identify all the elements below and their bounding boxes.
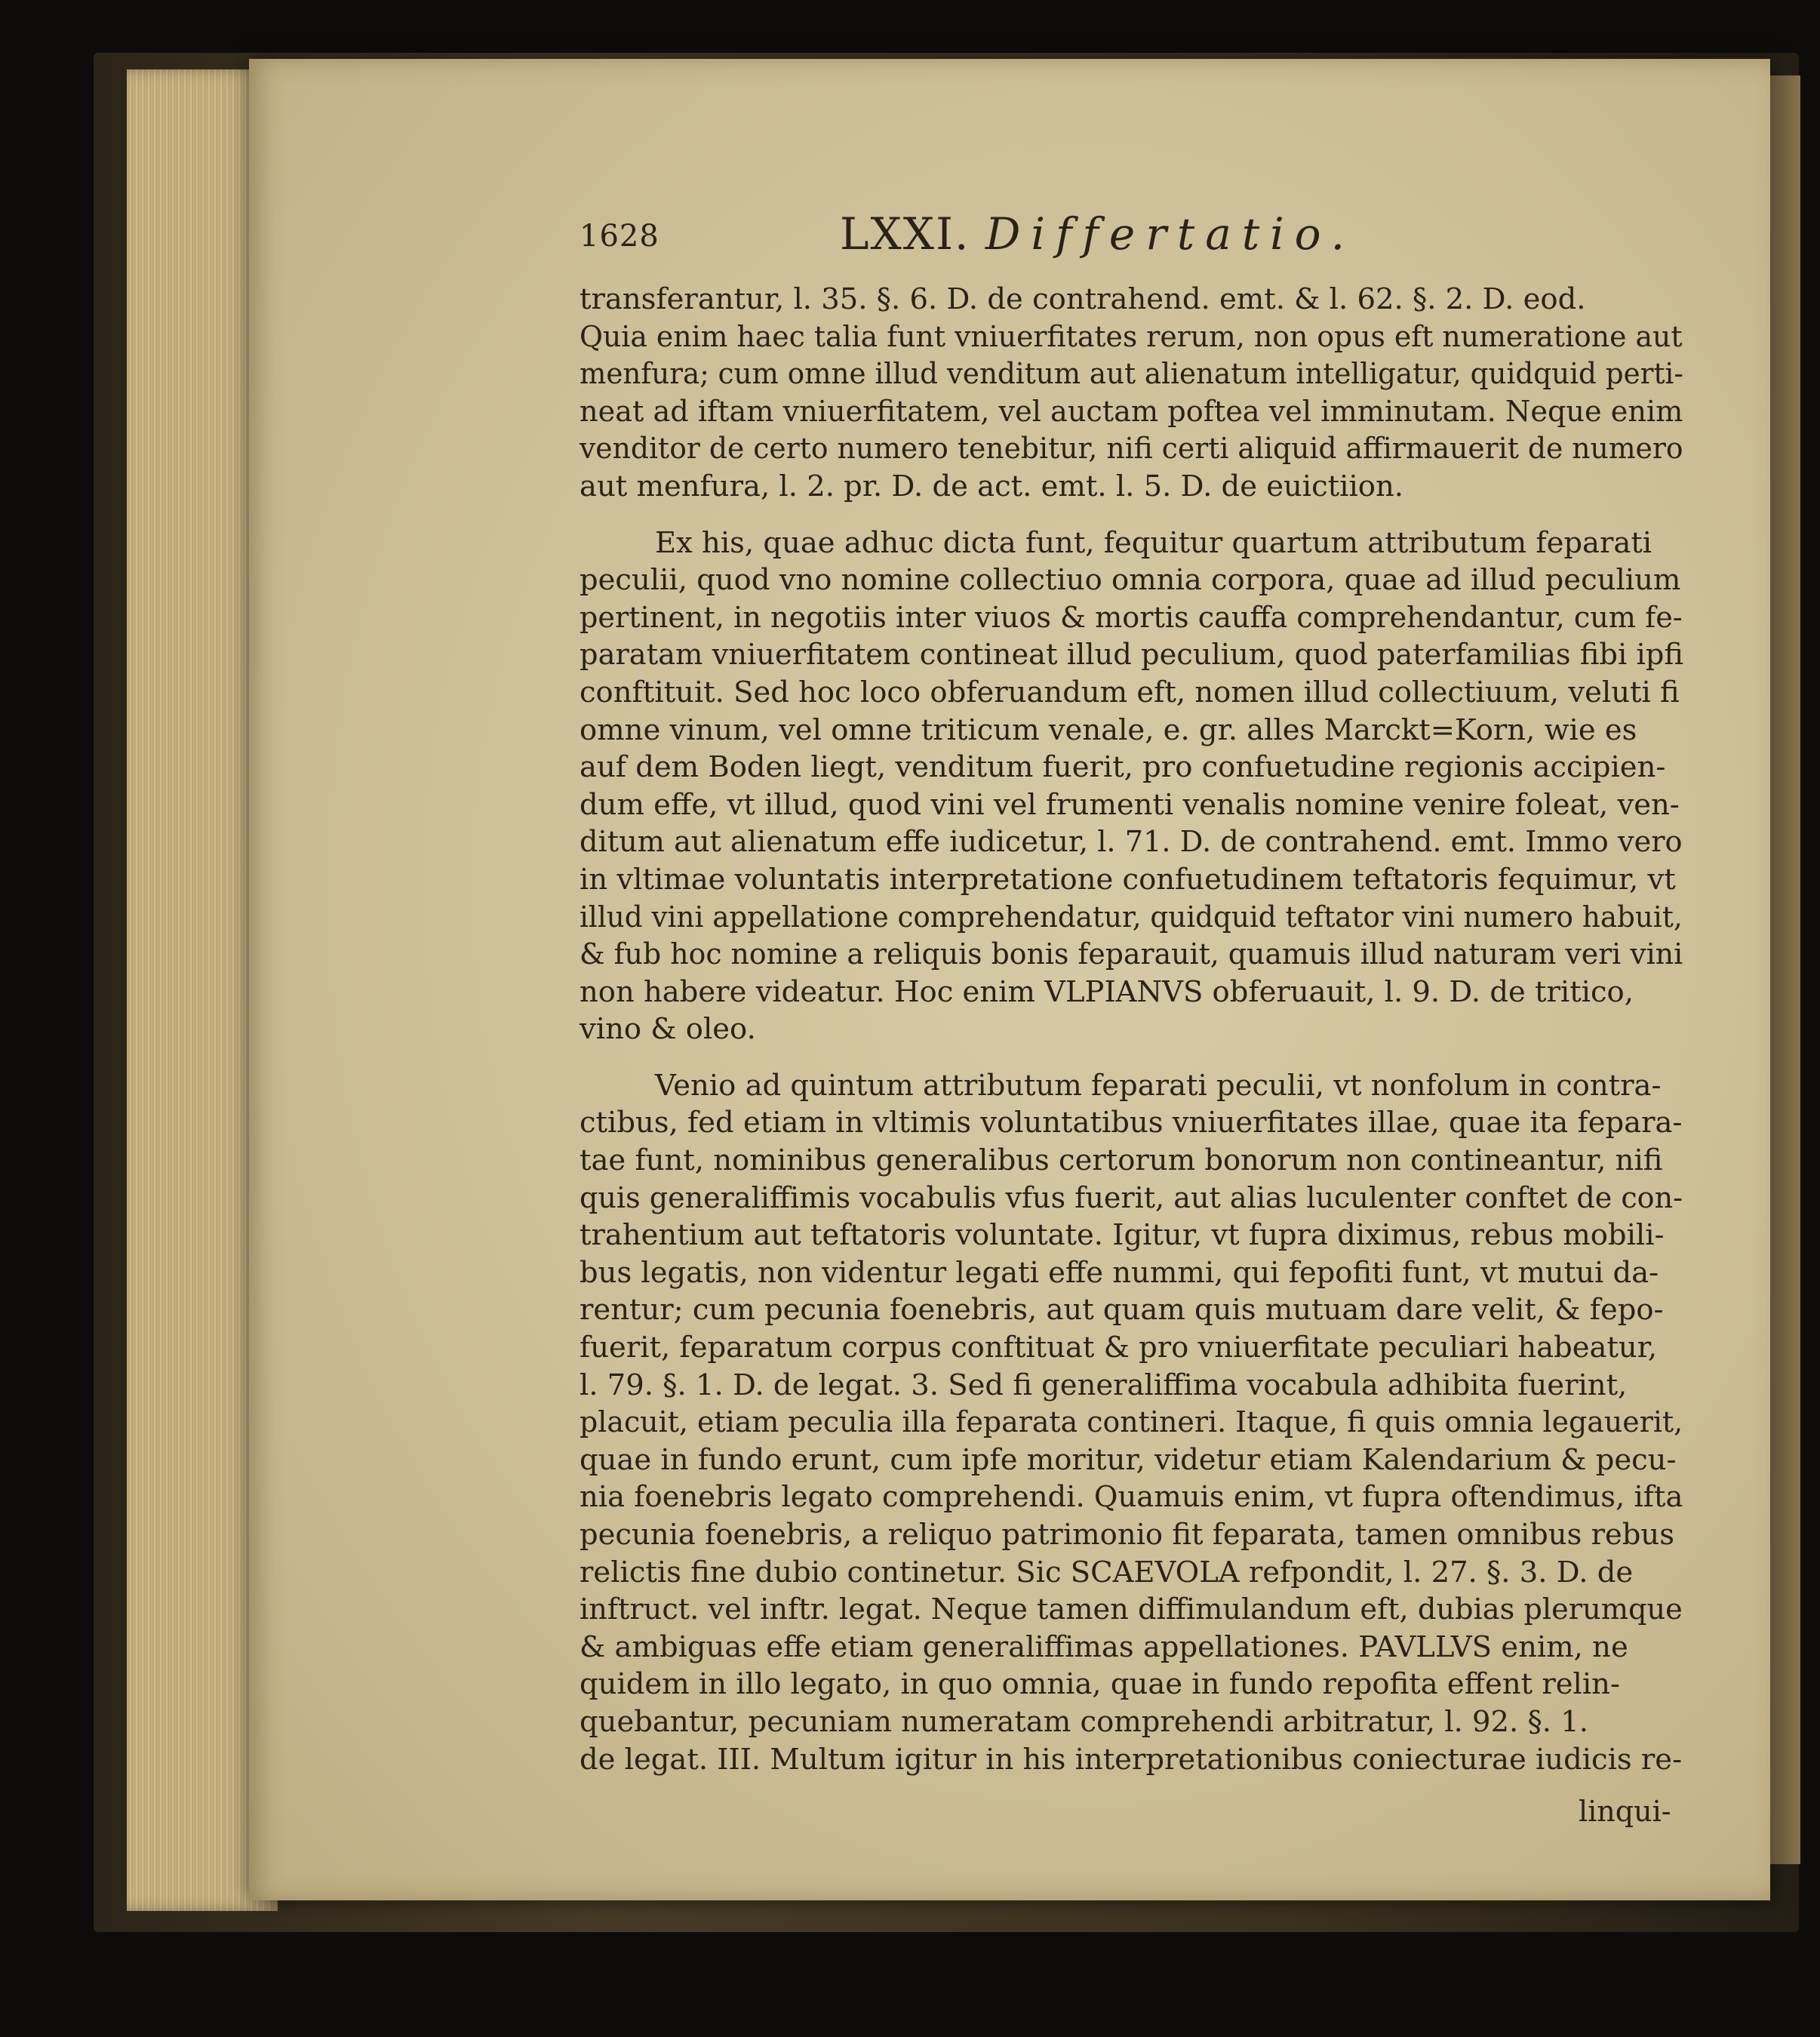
running-title-roman: LXXI.: [840, 208, 970, 260]
text-line: Ex his, quae adhuc dicta funt, fequitur quartum attributum feparati: [655, 525, 1652, 560]
running-title-italic: Differtatio.: [985, 208, 1356, 260]
text-line: fuerit, feparatum corpus conftituat & pro vniuerfitate peculiari habeatur,: [580, 1331, 1658, 1365]
text-line: paratam vniuerfitatem contineat illud peculium, quod paterfamilias fibi ipfi: [580, 638, 1683, 672]
running-head: [580, 208, 1683, 276]
text-line: l. 79. §. 1. D. de legat. 3. Sed fi generaliffima vocabula adhibita fuerint,: [580, 1368, 1628, 1402]
text-line: menfura; cum omne illud venditum aut alienatum intelligatur, quidquid perti-: [580, 357, 1683, 392]
text-line: venditor de certo numero tenebitur, nifi certi aliquid affirmauerit de numero: [580, 432, 1683, 466]
text-line: quidem in illo legato, in quo omnia, quae in fundo repofita effent relin-: [580, 1667, 1620, 1702]
text-line: tae funt, nominibus generalibus certorum bonorum non contineantur, nifi: [580, 1143, 1663, 1178]
text-line: aut menfura, l. 2. pr. D. de act. emt. l. 5. D. de euictiion.: [580, 469, 1403, 503]
text-line: quis generaliffimis vocabulis vfus fuerit, aut alias luculenter conftet de con-: [580, 1180, 1683, 1215]
text-line: inftruct. vel inftr. legat. Neque tamen diffimulandum eft, dubias plerumque: [580, 1592, 1683, 1627]
text-line: quae in fundo erunt, cum ipfe moritur, videtur etiam Kalendarium & pecu-: [580, 1442, 1677, 1477]
running-title: [840, 208, 1355, 260]
text-line: pecunia foenebris, a reliquo patrimonio fit feparata, tamen omnibus rebus: [580, 1518, 1674, 1552]
text-line: Venio ad quintum attributum feparati peculii, vt nonfolum in contra-: [655, 1068, 1662, 1103]
text-line: relictis fine dubio continetur. Sic SCAEVOLA refpondit, l. 27. §. 3. D. de: [580, 1555, 1634, 1589]
paragraph-gap: [580, 506, 1683, 525]
text-line: ctibus, fed etiam in vltimis voluntatibus vniuerfitates illae, quae ita fepara-: [580, 1106, 1683, 1140]
text-line: rentur; cum pecunia foenebris, aut quam quis mutuam dare velit, & fepo-: [580, 1293, 1664, 1328]
text-line: vino & oleo.: [580, 1012, 756, 1047]
text-line: bus legatis, non videntur legati effe nummi, qui fepofiti funt, vt mutui da-: [580, 1255, 1659, 1290]
facing-page-edge: [1770, 75, 1800, 1864]
text-line: neat ad iftam vniuerfitatem, vel auctam poftea vel imminutam. Neque enim: [580, 394, 1683, 429]
text-line: non habere videatur. Hoc enim VLPIANVS obferuauit, l. 9. D. de tritico,: [580, 974, 1634, 1009]
text-line: nia foenebris legato comprehendi. Quamuis enim, vt fupra oftendimus, ifta: [580, 1480, 1683, 1515]
text-line: quebantur, pecuniam numeratam comprehendi arbitratur, l. 92. §. 1.: [580, 1704, 1588, 1739]
text-line: & fub hoc nomine a reliquis bonis feparauit, quamuis illud naturam veri vini: [580, 937, 1683, 972]
text-line: ditum aut alienatum effe iudicetur, l. 71. D. de contrahend. emt. Immo vero: [580, 825, 1683, 860]
text-line: de legat. III. Multum igitur in his interpretationibus coniecturae iudicis re-: [580, 1742, 1683, 1777]
text-line: Quia enim haec talia funt vniuerfitates rerum, non opus eft numeratione aut: [580, 319, 1683, 354]
text-line: conftituit. Sed hoc loco obferuandum eft, nomen illud collectiuum, veluti fi: [580, 675, 1680, 709]
text-line: peculii, quod vno nomine collectiuo omnia corpora, quae ad illud peculium: [580, 563, 1681, 598]
text-line: auf dem Boden liegt, venditum fuerit, pro confuetudine regionis accipien-: [580, 750, 1666, 785]
text-line: transferantur, l. 35. §. 6. D. de contrahend. emt. & l. 62. §. 2. D. eod.: [580, 282, 1586, 316]
text-line: illud vini appellatione comprehendatur, quidquid teftator vini numero habuit,: [580, 900, 1683, 934]
text-line: & ambiguas effe etiam generaliffimas appellationes. PAVLLVS enim, ne: [580, 1629, 1628, 1664]
text-line: in vltimae voluntatis interpretatione confuetudinem teftatoris fequimur, vt: [580, 862, 1676, 897]
text-line: pertinent, in negotiis inter viuos & mortis cauffa comprehendantur, cum fe-: [580, 600, 1683, 635]
catchword: linqui-: [1579, 1795, 1671, 1828]
text-line: omne vinum, vel omne triticum venale, e. gr. alles Marckt=Korn, wie es: [580, 712, 1637, 747]
body-text: [580, 281, 1683, 1778]
page-number: 1628: [580, 219, 659, 254]
text-line: dum effe, vt illud, quod vini vel frumenti venalis nomine venire foleat, ven-: [580, 787, 1680, 822]
paragraph-gap: [580, 1048, 1683, 1067]
text-line: trahentium aut teftatoris voluntate. Igitur, vt fupra diximus, rebus mobili-: [580, 1218, 1665, 1253]
text-line: placuit, etiam peculia illa feparata contineri. Itaque, fi quis omnia legauerit,: [580, 1405, 1683, 1440]
